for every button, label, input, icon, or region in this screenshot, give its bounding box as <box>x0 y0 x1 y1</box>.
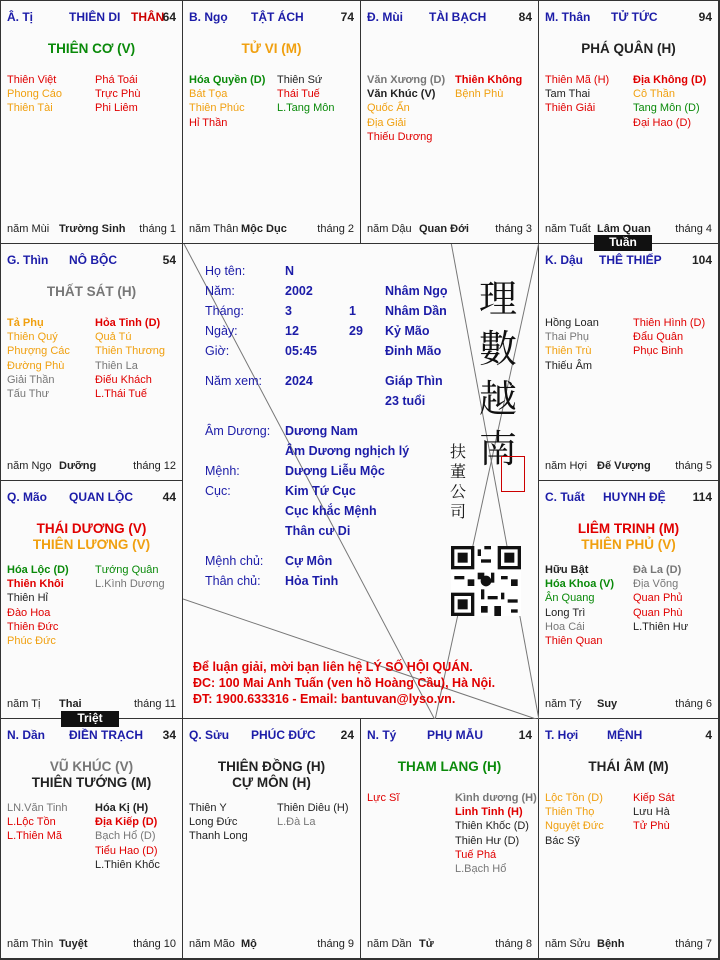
minor-star: Quan Phù <box>633 606 683 619</box>
minor-star: Lộc Tồn (D) <box>545 792 603 804</box>
palace-age: 34 <box>162 728 176 742</box>
main-star: TỬ VI (M) <box>241 41 302 56</box>
minor-star: Địa Giải <box>367 116 407 129</box>
palace-branch: Â. Tị <box>7 10 33 24</box>
seal-side-char: 扶 <box>449 442 466 461</box>
minor-star: Thiên Không <box>455 74 523 86</box>
day-label: Ngày: <box>205 324 238 338</box>
star-column-right <box>633 563 688 634</box>
minor-star: Tiểu Hao (D) <box>95 844 158 857</box>
star-column-left <box>7 316 70 401</box>
footer-month: tháng 12 <box>133 460 176 472</box>
minor-star: Hóa Quyền (D) <box>189 74 266 86</box>
minor-star: Đại Hao (D) <box>633 116 692 129</box>
footer-month: tháng 3 <box>495 223 532 235</box>
minor-star: Thái Tuế <box>277 88 320 101</box>
palace-footer <box>7 698 176 712</box>
palace-header <box>189 10 354 24</box>
palace-name: MỆNH <box>607 728 643 742</box>
palace-age: 14 <box>518 728 532 742</box>
palace-footer <box>189 223 354 237</box>
qr-code-icon[interactable] <box>451 546 521 616</box>
contact-address: ĐC: 100 Mai Anh Tuấn (ven hồ Hoàng Cầu), Hà Nội. <box>193 676 496 690</box>
palace-branch: C. Tuất <box>545 490 585 504</box>
life-stage: Lâm Quan <box>597 223 651 235</box>
palace-footer <box>545 938 712 952</box>
footer-year: năm Thìn <box>7 938 54 950</box>
main-star: THIÊN ĐỒNG (H) <box>217 759 326 774</box>
contact-line-1: Để luận giải, mời bạn liên hệ LÝ SỐ HỘI QUÁN. <box>193 660 473 674</box>
minor-star: Đà La (D) <box>633 564 682 576</box>
minor-star: Kình dương (H) <box>455 792 537 804</box>
palace-suu[interactable] <box>183 719 361 959</box>
contact-phone-email[interactable]: ĐT: 1900.633316 - Email: bantuvan@lyso.vn. <box>193 692 456 706</box>
minor-star: Tử Phù <box>633 820 670 833</box>
footer-year: năm Mão <box>189 938 235 950</box>
minor-star: Thiếu Dương <box>367 130 433 143</box>
main-star: THẤT SÁT (H) <box>46 284 137 299</box>
palace-branch: M. Thân <box>545 10 591 24</box>
footer-year: năm Tý <box>545 698 582 710</box>
minor-star: Phúc Đức <box>7 635 56 648</box>
minor-star: Thiên Quan <box>545 635 603 648</box>
minor-star: Bạch Hổ (D) <box>95 830 156 843</box>
minor-star: Thiên Quý <box>7 331 58 344</box>
star-column-left <box>545 791 604 848</box>
minor-star: Phi Liêm <box>95 102 138 115</box>
minor-star: Thai Phụ <box>545 331 590 344</box>
than-position: Thân cư Di <box>285 524 351 538</box>
minor-star: Thiên Việt <box>7 74 57 86</box>
main-stars <box>183 759 360 791</box>
minor-star: L.Thiên Hư <box>633 620 689 633</box>
seal-char: 越 <box>478 377 517 421</box>
minor-star: Nguyệt Đức <box>545 820 604 833</box>
star-column-left <box>189 73 265 130</box>
minor-star: Cô Thần <box>633 88 675 101</box>
footer-month: tháng 11 <box>133 698 176 710</box>
cuc-value: Kim Tứ Cục <box>285 484 356 498</box>
palace-mao[interactable] <box>1 481 183 719</box>
seal-side-char: 司 <box>449 502 466 521</box>
life-stage: Bệnh <box>597 938 625 950</box>
month-canchi: Nhâm Dần <box>385 304 447 318</box>
month-label: Tháng: <box>205 304 244 318</box>
hour-value: 05:45 <box>285 344 317 358</box>
palace-branch: G. Thìn <box>7 253 49 267</box>
minor-star: L.Lộc Tồn <box>7 816 56 829</box>
footer-month: tháng 4 <box>675 223 712 235</box>
palace-ti[interactable] <box>361 719 539 959</box>
star-column-right <box>277 801 349 829</box>
minor-star: Thanh Long <box>189 830 248 843</box>
main-stars <box>361 759 538 775</box>
palace-footer <box>545 460 712 474</box>
menh-chu-value: Cự Môn <box>285 554 333 568</box>
palace-age: 114 <box>692 490 712 504</box>
hour-label: Giờ: <box>205 344 230 358</box>
main-stars <box>539 521 718 553</box>
footer-year: năm Tị <box>7 698 41 710</box>
palace-header <box>7 10 176 24</box>
minor-star: Địa Không (D) <box>633 74 707 86</box>
life-stage: Tử <box>419 938 434 950</box>
life-stage: Thai <box>59 698 82 710</box>
palace-header <box>367 728 532 742</box>
minor-star: Thiên Hư (D) <box>455 834 520 847</box>
life-stage: Dưỡng <box>59 460 97 472</box>
minor-star: Bác Sỹ <box>545 834 580 847</box>
life-stage: Đế Vượng <box>597 460 651 472</box>
view-year-label: Năm xem: <box>205 374 262 388</box>
minor-star: Giải Thần <box>7 373 55 386</box>
seal-char: 南 <box>478 427 517 471</box>
footer-year: năm Dần <box>367 938 412 950</box>
palace-tuat[interactable] <box>539 481 719 719</box>
palace-branch: Q. Sửu <box>189 728 230 742</box>
than-chu-value: Hỏa Tinh <box>285 574 339 588</box>
palace-age: 74 <box>340 10 354 24</box>
main-star: THÁI DƯƠNG (V) <box>36 521 147 536</box>
minor-star: Hồng Loan <box>545 317 599 329</box>
palace-branch: K. Dậu <box>545 253 584 267</box>
calligraphy-side <box>447 442 469 522</box>
footer-month: tháng 5 <box>675 460 712 472</box>
palace-age: 54 <box>162 253 176 267</box>
footer-year: năm Hợi <box>545 460 588 472</box>
palace-ngo[interactable] <box>183 1 361 244</box>
main-star: THIÊN CƠ (V) <box>47 41 136 56</box>
minor-star: Văn Khúc (V) <box>367 88 436 101</box>
palace-name: HUYNH ĐỆ <box>603 490 666 504</box>
view-year-value: 2024 <box>285 374 313 388</box>
minor-star: Thiên Khốc (D) <box>455 820 529 833</box>
footer-year: năm Ngọ <box>7 460 52 472</box>
palace-header <box>189 728 354 742</box>
minor-star: Đào Hoa <box>7 606 51 619</box>
palace-name: TỬ TỨC <box>611 10 658 24</box>
life-stage: Quan Đới <box>419 223 469 235</box>
palace-age: 4 <box>705 728 712 742</box>
palace-footer <box>7 460 176 474</box>
minor-star: L.Thiên Khốc <box>95 858 160 871</box>
footer-year: năm Sửu <box>545 938 591 950</box>
minor-star: Thiên Thương <box>95 345 166 358</box>
minor-star: L.Thái Tuế <box>95 388 147 401</box>
star-column-right <box>633 316 705 359</box>
palace-name: THIÊN DI <box>69 10 121 24</box>
minor-star: LN.Văn Tinh <box>7 802 68 814</box>
palace-header <box>545 728 712 742</box>
amduong-note: Âm Dương nghịch lý <box>285 444 410 458</box>
age-value: 23 tuổi <box>385 394 426 408</box>
footer-month: tháng 7 <box>675 938 712 950</box>
minor-star: Thiên Diêu (H) <box>277 802 349 814</box>
minor-star: Thiên Trù <box>545 345 592 358</box>
minor-star: Văn Xương (D) <box>367 74 446 86</box>
palace-header <box>545 490 712 504</box>
year-value: 2002 <box>285 284 313 298</box>
name-label: Họ tên: <box>205 264 246 278</box>
palace-age: 94 <box>698 10 712 24</box>
minor-star: Phượng Các <box>7 345 70 358</box>
minor-star: Hoa Cái <box>545 620 585 633</box>
star-column-left <box>545 316 599 373</box>
palace-header <box>367 10 532 24</box>
minor-star: Hóa Khoa (V) <box>545 578 615 591</box>
month-lunar: 1 <box>349 304 356 318</box>
minor-star: Quan Phủ <box>633 592 683 605</box>
minor-star: Thiên Giải <box>545 102 596 115</box>
star-column-right <box>455 73 522 101</box>
minor-star: Phục Binh <box>633 345 684 358</box>
menh-value: Dương Liễu Mộc <box>285 464 385 478</box>
star-column-left <box>367 73 445 144</box>
main-star: THIÊN LƯƠNG (V) <box>32 537 151 552</box>
footer-month: tháng 10 <box>133 938 176 950</box>
minor-star: Thiên Y <box>189 802 227 814</box>
palace-age: 84 <box>518 10 532 24</box>
footer-year: năm Mùi <box>7 223 50 235</box>
minor-star: Hóa Kị (H) <box>95 802 149 814</box>
main-star: LIÊM TRINH (M) <box>577 521 680 536</box>
minor-star: Thiên Hỉ <box>7 592 48 605</box>
amduong-label: Âm Dương: <box>205 424 271 438</box>
minor-star: Phong Cáo <box>7 88 63 101</box>
minor-star: L.Đà La <box>277 816 316 829</box>
star-column-right <box>95 563 165 591</box>
palace-branch: T. Hợi <box>545 728 579 742</box>
life-stage: Tuyệt <box>59 938 88 950</box>
minor-star: Kiếp Sát <box>633 792 675 804</box>
life-stage: Trường Sinh <box>59 223 126 235</box>
footer-month: tháng 1 <box>139 223 176 235</box>
palace-name: TẬT ÁCH <box>251 10 304 24</box>
palace-header <box>7 490 176 504</box>
menh-chu-label: Mệnh chủ: <box>205 554 264 568</box>
minor-star: Tướng Quân <box>95 564 159 576</box>
main-star: THAM LANG (H) <box>397 759 502 774</box>
palace-footer <box>7 223 176 237</box>
footer-month: tháng 2 <box>317 223 354 235</box>
minor-star: Ân Quang <box>545 592 595 605</box>
minor-star: Thiên Phúc <box>189 102 245 115</box>
main-stars <box>1 284 182 300</box>
star-column-right <box>277 73 334 116</box>
than-marker: THÂN <box>131 10 165 24</box>
palace-mui[interactable] <box>361 1 539 244</box>
palace-name: NÔ BỘC <box>69 253 117 267</box>
minor-star: L.Kình Dương <box>95 578 165 591</box>
footer-month: tháng 9 <box>317 938 354 950</box>
footer-year: năm Dậu <box>367 223 412 235</box>
star-column-left <box>7 801 68 844</box>
main-stars <box>539 759 718 775</box>
menh-label: Mệnh: <box>205 464 240 478</box>
day-value: 12 <box>285 324 299 338</box>
main-stars <box>539 41 718 57</box>
day-canchi: Kỷ Mão <box>385 324 430 338</box>
cuc-label: Cục: <box>205 484 231 498</box>
center-info <box>183 244 539 719</box>
star-column-left <box>7 73 62 116</box>
red-stamp-icon <box>501 456 525 492</box>
name-value: N <box>285 264 295 278</box>
star-column-right <box>95 73 140 116</box>
minor-star: L.Tang Môn <box>277 102 335 115</box>
star-column-right <box>633 791 675 834</box>
star-column-left <box>189 801 248 844</box>
cuc-note: Cục khắc Mệnh <box>285 504 377 518</box>
life-stage: Mộ <box>241 938 257 950</box>
minor-star: Tả Phụ <box>7 317 44 329</box>
star-column-right <box>633 73 706 130</box>
palace-age: 104 <box>691 253 712 267</box>
minor-star: Bát Tọa <box>189 88 228 101</box>
minor-star: Thiên Hình (D) <box>633 317 706 329</box>
main-stars <box>1 759 182 791</box>
palace-header <box>7 253 176 267</box>
minor-star: Điếu Khách <box>95 373 152 386</box>
star-column-left <box>545 73 609 116</box>
calligraphy-seal <box>471 274 525 474</box>
main-star: CỰ MÔN (H) <box>232 775 311 790</box>
palace-name: PHỤ MẪU <box>427 728 483 742</box>
view-year-canchi: Giáp Thìn <box>385 374 443 388</box>
palace-age: 24 <box>340 728 354 742</box>
palace-footer <box>367 938 532 952</box>
palace-footer <box>367 223 532 237</box>
palace-branch: Đ. Mùi <box>367 10 403 24</box>
palace-branch: Q. Mão <box>7 490 48 504</box>
minor-star: Thiên Đức <box>7 620 59 633</box>
minor-star: L.Bạch Hổ <box>455 863 507 876</box>
life-stage: Suy <box>597 698 618 710</box>
minor-star: Trực Phù <box>95 88 141 101</box>
main-star: THIÊN TƯỚNG (M) <box>31 775 152 790</box>
minor-star: Thiên Mã (H) <box>545 74 610 86</box>
footer-month: tháng 6 <box>675 698 712 710</box>
main-stars <box>1 521 182 553</box>
minor-star: Hỉ Thần <box>189 116 228 129</box>
palace-name: ĐIỀN TRẠCH <box>69 728 143 742</box>
palace-header <box>7 728 176 742</box>
footer-month: tháng 8 <box>495 938 532 950</box>
minor-star: Hóa Lộc (D) <box>7 564 69 576</box>
minor-star: Thiên La <box>95 359 138 372</box>
seal-char: 理 <box>478 277 517 321</box>
star-column-left <box>545 563 614 648</box>
minor-star: Bệnh Phù <box>455 88 504 101</box>
palace-branch: N. Dần <box>7 728 46 742</box>
minor-star: Thiếu Âm <box>545 359 593 372</box>
minor-star: Lực Sĩ <box>367 792 400 804</box>
main-star: THIÊN PHỦ (V) <box>581 537 676 552</box>
minor-star: Phá Toái <box>95 74 138 86</box>
minor-star: Linh Tinh (H) <box>455 806 523 819</box>
minor-star: Hỏa Tinh (D) <box>95 317 161 329</box>
than-chu-label: Thân chủ: <box>205 574 261 588</box>
minor-star: Hữu Bật <box>545 564 589 576</box>
minor-star: Tang Môn (D) <box>633 102 700 115</box>
life-stage: Mộc Dục <box>241 223 287 235</box>
tuan-badge: Tuần <box>594 235 652 251</box>
minor-star: Thiên Tài <box>7 102 53 115</box>
minor-star: Long Trì <box>545 606 586 619</box>
star-column-left <box>7 563 69 648</box>
minor-star: Địa Võng <box>633 578 679 591</box>
minor-star: Tam Thai <box>545 88 591 101</box>
palace-hoi[interactable] <box>539 719 719 959</box>
amduong-value: Dương Nam <box>285 424 358 438</box>
palace-age: 64 <box>162 10 176 24</box>
minor-star: Thiên Thọ <box>545 806 595 819</box>
palace-header <box>545 10 712 24</box>
month-value: 3 <box>285 304 292 318</box>
main-stars <box>1 41 182 57</box>
main-star: PHÁ QUÂN (H) <box>581 41 676 56</box>
palace-name: TÀI BẠCH <box>429 10 487 24</box>
year-canchi: Nhâm Ngọ <box>385 284 448 298</box>
palace-footer <box>545 698 712 712</box>
palace-than[interactable] <box>539 1 719 244</box>
palace-footer <box>7 938 176 952</box>
star-column-right <box>95 316 165 401</box>
main-stars <box>183 41 360 57</box>
palace-header <box>545 253 712 267</box>
minor-star: L.Thiên Mã <box>7 830 63 843</box>
footer-year: năm Tuất <box>545 223 591 235</box>
minor-star: Tấu Thư <box>7 388 50 401</box>
minor-star: Quốc Ấn <box>367 102 410 115</box>
main-star: THÁI ÂM (M) <box>588 759 669 774</box>
palace-ty[interactable] <box>1 1 183 244</box>
star-column-right <box>455 791 537 876</box>
footer-year: năm Thân <box>189 223 239 235</box>
palace-name: PHÚC ĐỨC <box>251 728 316 742</box>
main-star: VŨ KHÚC (V) <box>49 759 134 774</box>
minor-star: Địa Kiếp (D) <box>95 816 158 829</box>
minor-star: Thiên Sứ <box>277 74 323 86</box>
minor-star: Quả Tú <box>95 331 132 344</box>
minor-star: Long Đức <box>189 816 238 829</box>
minor-star: Đường Phù <box>7 359 65 372</box>
seal-side-char: 董 <box>449 462 466 481</box>
star-column-left <box>367 791 399 805</box>
year-label: Năm: <box>205 284 235 298</box>
seal-side-char: 公 <box>449 482 466 501</box>
palace-dan[interactable] <box>1 719 183 959</box>
minor-star: Thiên Khôi <box>7 578 64 591</box>
minor-star: Lưu Hà <box>633 806 670 819</box>
triet-badge: Triệt <box>61 711 119 727</box>
palace-footer <box>189 938 354 952</box>
minor-star: Đẩu Quân <box>633 331 684 344</box>
day-lunar: 29 <box>349 324 363 338</box>
palace-branch: B. Ngọ <box>189 10 228 24</box>
star-column-right <box>95 801 160 872</box>
palace-branch: N. Tý <box>367 728 397 742</box>
palace-age: 44 <box>162 490 176 504</box>
palace-name: THÊ THIẾP <box>599 253 662 267</box>
seal-char: 數 <box>478 327 517 371</box>
palace-dau[interactable] <box>539 244 719 481</box>
hour-canchi: Đinh Mão <box>385 344 442 358</box>
minor-star: Tuế Phá <box>455 848 497 861</box>
palace-thin[interactable] <box>1 244 183 481</box>
palace-name: QUAN LỘC <box>69 490 133 504</box>
